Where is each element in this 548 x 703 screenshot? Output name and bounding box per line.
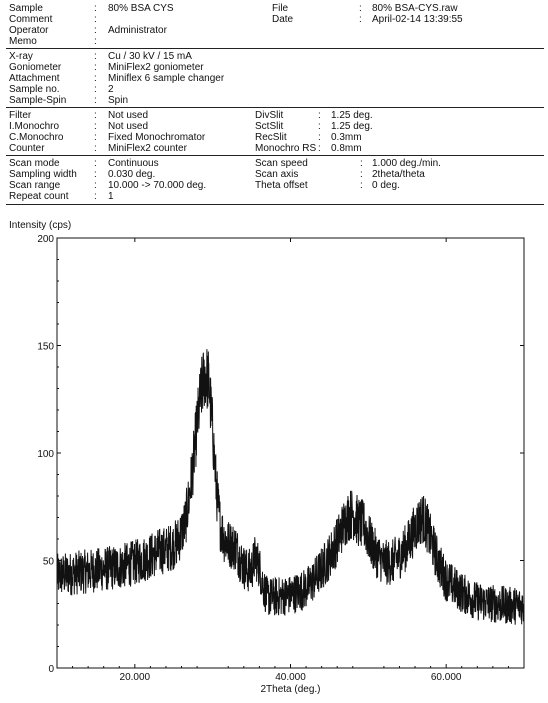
field-value: 2 <box>108 84 114 95</box>
field-label-2: Date <box>272 14 294 25</box>
field-value: Not used <box>108 121 149 132</box>
field-label: Scan mode <box>9 158 60 169</box>
field-colon: : <box>94 169 97 180</box>
field-value-2: 1.000 deg./min. <box>372 158 441 169</box>
field-label: Sample-Spin <box>9 95 67 106</box>
field-colon-2: : <box>360 180 363 191</box>
field-colon: : <box>94 95 97 106</box>
y-tick-label: 100 <box>37 449 54 460</box>
field-colon: : <box>94 191 97 202</box>
field-label: Sampling width <box>9 169 77 180</box>
field-colon-2: : <box>318 143 321 154</box>
field-value-2: 0.8mm <box>331 143 362 154</box>
field-colon: : <box>94 158 97 169</box>
field-colon: : <box>94 3 97 14</box>
field-value-2: 80% BSA-CYS.raw <box>372 3 458 14</box>
x-tick-label: 20.000 <box>119 672 151 683</box>
field-value-2: 1.25 deg. <box>331 121 373 132</box>
field-colon-2: : <box>318 132 321 143</box>
field-label: Sample no. <box>9 84 60 95</box>
field-label-2: SctSlit <box>255 121 284 132</box>
field-colon: : <box>94 73 97 84</box>
field-colon: : <box>94 84 97 95</box>
field-label: Memo <box>9 36 37 47</box>
field-value-2: 0.3mm <box>331 132 362 143</box>
field-value: Miniflex 6 sample changer <box>108 73 225 84</box>
y-tick-label: 200 <box>37 234 54 245</box>
field-value-2: 0 deg. <box>372 180 400 191</box>
field-value: 80% BSA CYS <box>108 3 174 14</box>
field-colon: : <box>94 143 97 154</box>
field-label: X-ray <box>9 51 33 62</box>
field-label-2: Monochro RS <box>255 143 317 154</box>
field-value: MiniFlex2 goniometer <box>108 62 204 73</box>
field-label-2: Scan speed <box>255 158 308 169</box>
field-colon: : <box>94 180 97 191</box>
field-colon: : <box>94 62 97 73</box>
field-colon-2: : <box>360 169 363 180</box>
field-value: 1 <box>108 191 114 202</box>
field-colon: : <box>94 132 97 143</box>
field-label: Repeat count <box>9 191 69 202</box>
field-label-2: DivSlit <box>255 110 284 121</box>
field-label: Scan range <box>9 180 61 191</box>
y-axis-label: Intensity (cps) <box>9 220 72 231</box>
x-tick-label: 40.000 <box>275 672 306 683</box>
field-colon: : <box>94 110 97 121</box>
diffraction-trace <box>57 349 524 625</box>
field-colon: : <box>94 51 97 62</box>
field-label: Operator <box>9 25 49 36</box>
field-value: 10.000 -> 70.000 deg. <box>108 180 207 191</box>
field-colon: : <box>94 25 97 36</box>
field-label: Goniometer <box>9 62 62 73</box>
field-colon-2: : <box>318 110 321 121</box>
field-value: Administrator <box>108 25 167 36</box>
field-colon: : <box>94 121 97 132</box>
field-label: Attachment <box>9 73 60 84</box>
field-value: Spin <box>108 95 129 106</box>
field-label: Comment <box>9 14 53 25</box>
field-value-2: April-02-14 13:39:55 <box>372 14 463 25</box>
field-label-2: RecSlit <box>255 132 287 143</box>
field-label: Sample <box>9 3 43 14</box>
y-tick-label: 50 <box>42 556 54 568</box>
field-colon: : <box>94 14 97 25</box>
y-tick-label: 150 <box>37 341 54 353</box>
field-label: Counter <box>9 143 45 154</box>
field-value: MiniFlex2 counter <box>108 143 187 154</box>
field-value: 0.030 deg. <box>108 169 156 180</box>
field-colon: : <box>94 36 97 47</box>
field-value: Fixed Monochromator <box>108 132 206 143</box>
field-colon-2: : <box>318 121 321 132</box>
y-tick-label: 0 <box>48 664 54 675</box>
field-label: Filter <box>9 110 32 121</box>
field-label: I.Monochro <box>9 121 60 132</box>
field-value: Not used <box>108 110 149 121</box>
field-value: Continuous <box>108 158 159 169</box>
field-label: C.Monochro <box>9 132 64 143</box>
field-value-2: 1.25 deg. <box>331 110 373 121</box>
field-value: Cu / 30 kV / 15 mA <box>108 51 192 62</box>
field-colon-2: : <box>360 158 363 169</box>
field-label-2: Scan axis <box>255 169 299 180</box>
field-value-2: 2theta/theta <box>372 169 425 180</box>
field-colon-2: : <box>359 3 362 14</box>
x-axis-label: 2Theta (deg.) <box>260 684 321 695</box>
field-label-2: Theta offset <box>255 180 308 191</box>
field-colon-2: : <box>359 14 362 25</box>
x-tick-label: 60.000 <box>430 672 462 683</box>
field-label-2: File <box>272 3 289 14</box>
